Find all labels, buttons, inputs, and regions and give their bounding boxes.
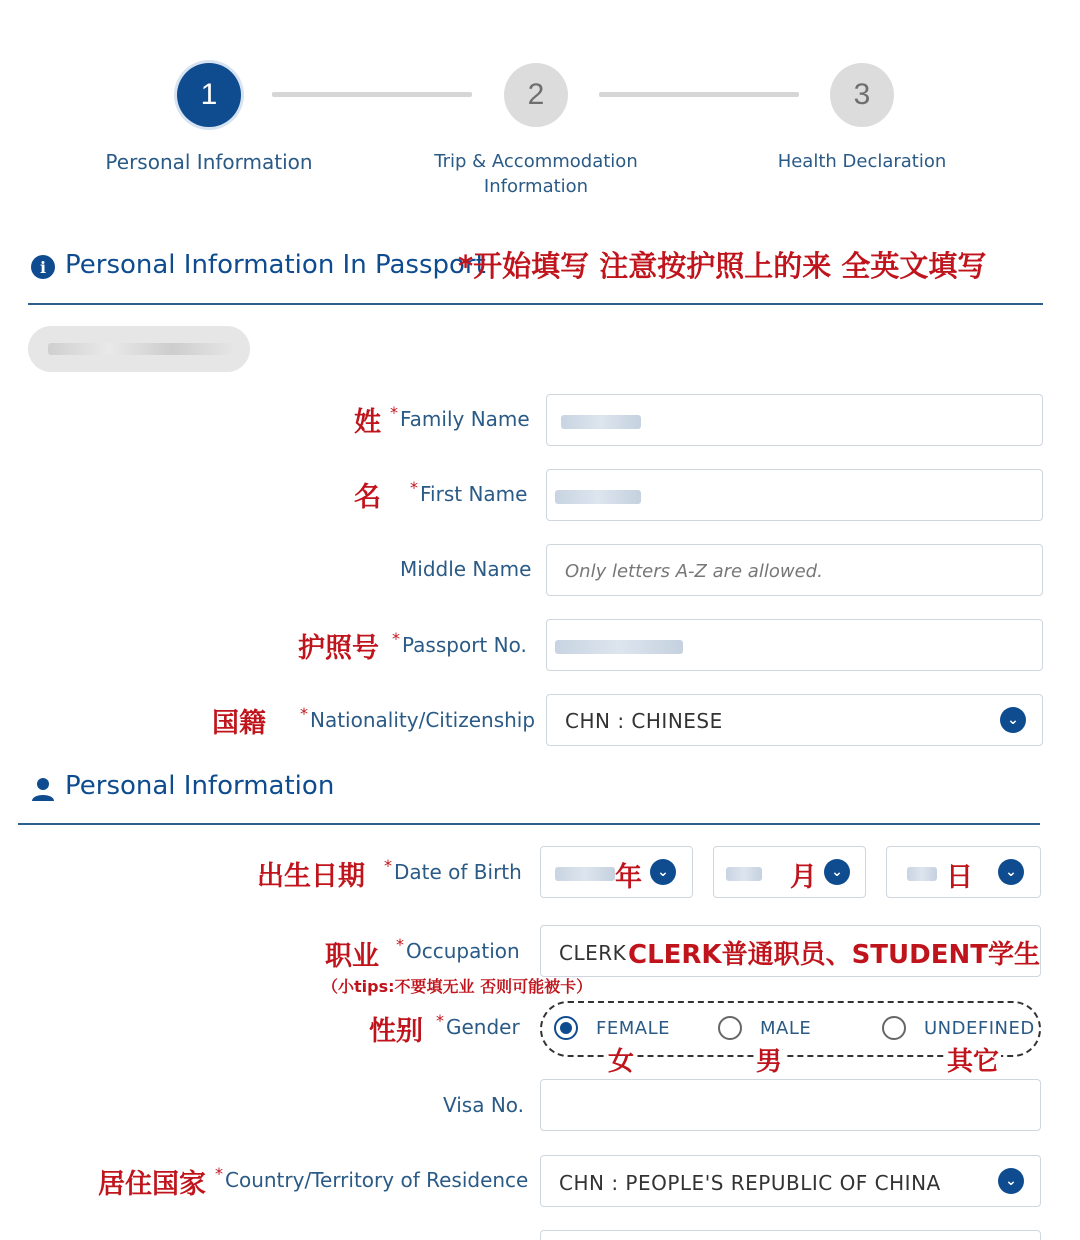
gender-undefined-cn: 其它 (945, 1041, 1001, 1078)
passport-section-annotation: *开始填写 注意按护照上的来 全英文填写 (458, 249, 987, 283)
step-1-label: Personal Information (105, 150, 313, 174)
required-mark: * (300, 704, 308, 723)
gender-label-text: Gender (446, 1015, 520, 1039)
chevron-down-icon[interactable]: ⌄ (824, 859, 850, 885)
residence-value: CHN : PEOPLE'S REPUBLIC OF CHINA (559, 1171, 941, 1195)
blurred-info-pill (28, 326, 250, 372)
blurred-value (726, 867, 762, 881)
year-cn-label: 年 (615, 862, 642, 893)
occupation-annotation: CLERK普通职员、STUDENT学生 (628, 934, 1040, 971)
chevron-down-icon[interactable]: ⌄ (650, 859, 676, 885)
required-mark: * (410, 478, 418, 497)
required-mark: * (384, 856, 392, 875)
dob-label (384, 856, 522, 884)
family-name-cn-label: 姓 (354, 407, 381, 438)
residence-label (215, 1164, 529, 1192)
occupation-cn-label: 职业 (325, 941, 379, 972)
gender-female-label[interactable]: FEMALE (596, 1018, 670, 1039)
required-mark: * (392, 629, 400, 648)
nationality-value: CHN : CHINESE (565, 709, 723, 733)
first-name-label-text: First Name (420, 482, 528, 506)
person-icon (31, 776, 55, 802)
chevron-down-icon[interactable]: ⌄ (998, 859, 1024, 885)
gender-undefined-label[interactable]: UNDEFINED (924, 1018, 1035, 1039)
passport-no-label (392, 629, 527, 657)
gender-female-radio[interactable] (554, 1016, 578, 1040)
info-icon: i (31, 255, 55, 279)
residence-label-text: Country/Territory of Residence (225, 1168, 529, 1192)
chevron-down-icon[interactable]: ⌄ (1000, 707, 1026, 733)
step-2-label-line2: Information (483, 176, 589, 197)
residence-select[interactable] (540, 1155, 1041, 1207)
gender-label (436, 1011, 520, 1039)
step-3-label: Health Declaration (777, 151, 947, 172)
step-2-circle[interactable]: 2 (504, 63, 568, 127)
blurred-value (907, 867, 937, 881)
occupation-value: CLERK (559, 941, 627, 965)
step-2-label (410, 149, 662, 199)
dob-day-select[interactable] (886, 846, 1041, 898)
step-connector-2 (599, 92, 799, 97)
gender-undefined-radio[interactable] (882, 1016, 906, 1040)
first-name-label (410, 478, 528, 506)
blurred-value (555, 490, 641, 504)
residence-cn-label: 居住国家 (98, 1169, 206, 1200)
dob-month-select[interactable] (713, 846, 866, 898)
step-2-label-line1: Trip & Accommodation (434, 151, 638, 172)
visa-no-label: Visa No. (443, 1093, 525, 1117)
blurred-value (555, 867, 615, 881)
dob-year-select[interactable] (540, 846, 693, 898)
required-mark: * (215, 1164, 223, 1183)
passport-section-divider (28, 303, 1043, 305)
chevron-down-icon[interactable]: ⌄ (998, 1168, 1024, 1194)
passport-section-title: Personal Information In Passport (65, 250, 486, 280)
family-name-input[interactable] (546, 394, 1043, 446)
month-cn-label: 月 (790, 862, 817, 893)
gender-female-cn: 女 (606, 1041, 636, 1078)
gender-male-radio[interactable] (718, 1016, 742, 1040)
nationality-label-text: Nationality/Citizenship (310, 708, 536, 732)
dob-cn-label: 出生日期 (257, 861, 365, 892)
blurred-value (555, 640, 683, 654)
blurred-value (561, 415, 641, 429)
family-name-label (390, 403, 530, 431)
step-3-circle[interactable]: 3 (830, 63, 894, 127)
step-connector-1 (272, 92, 472, 97)
gender-male-label[interactable]: MALE (760, 1018, 812, 1039)
blurred-text (48, 343, 233, 355)
required-mark: * (390, 403, 398, 422)
first-name-cn-label: 名 (354, 482, 381, 513)
occupation-label-text: Occupation (406, 939, 520, 963)
personal-section-divider (18, 823, 1040, 825)
gender-male-cn: 男 (754, 1041, 784, 1078)
passport-no-cn-label: 护照号 (298, 633, 379, 664)
passport-no-input[interactable] (546, 619, 1043, 671)
occupation-tip: （小tips:不要填无业 否则可能被卡） (322, 977, 593, 996)
middle-name-placeholder: Only letters A-Z are allowed. (565, 561, 823, 582)
visa-no-input[interactable] (540, 1079, 1041, 1131)
middle-name-input[interactable] (546, 544, 1043, 596)
step-1-circle[interactable]: 1 (177, 63, 241, 127)
required-mark: * (436, 1011, 444, 1030)
next-field-partial[interactable] (540, 1230, 1041, 1240)
gender-cn-label: 性别 (369, 1016, 423, 1047)
nationality-cn-label: 国籍 (212, 708, 266, 739)
required-mark: * (396, 935, 404, 954)
first-name-input[interactable] (546, 469, 1043, 521)
dob-label-text: Date of Birth (394, 860, 522, 884)
family-name-label-text: Family Name (400, 407, 530, 431)
personal-section-title: Personal Information (65, 771, 335, 801)
nationality-label (300, 704, 536, 732)
occupation-label (396, 935, 520, 963)
nationality-select[interactable] (546, 694, 1043, 746)
passport-no-label-text: Passport No. (402, 633, 527, 657)
middle-name-label: Middle Name (400, 557, 532, 581)
day-cn-label: 日 (946, 862, 973, 893)
